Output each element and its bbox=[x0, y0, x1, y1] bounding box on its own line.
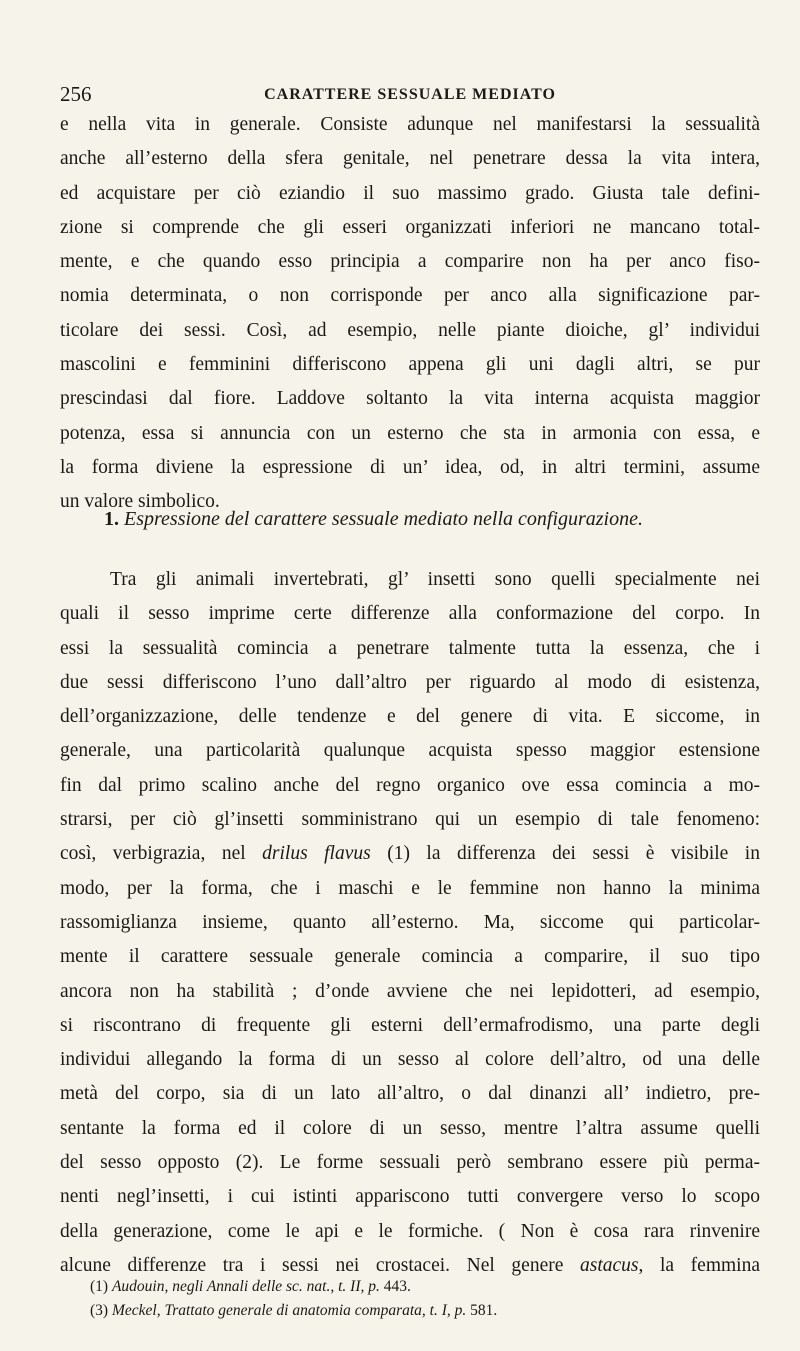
section-number: 1. bbox=[104, 508, 119, 530]
footnote-author: Meckel bbox=[111, 1302, 157, 1319]
text-line: ancora non ha stabilità ; d’onde avviene che nei lepidotteri, ad esempio, bbox=[60, 980, 760, 1002]
text-fragment: così, verbigrazia, nel bbox=[60, 843, 263, 865]
footnote-mark: (1) bbox=[90, 1278, 112, 1295]
text-line: mascolini e femminini differiscono appena gli uni dagli altri, se pur bbox=[60, 354, 760, 376]
text-fragment: alcune differenze tra i sessi nei crostacei. Nel genere bbox=[60, 1254, 580, 1276]
text-line: quali il sesso imprime certe differenze alla conformazione del corpo. In bbox=[60, 603, 760, 625]
text-line: strarsi, per ciò gl’insetti somministrano qui un esempio di tale fenomeno: bbox=[60, 809, 760, 831]
text-line: la forma diviene la espressione di un’ idea, od, in altri termini, assume bbox=[60, 456, 760, 478]
running-head: CARATTERE SESSUALE MEDIATO bbox=[264, 86, 556, 103]
text-line: ticolare dei sessi. Così, ad esempio, nelle piante dioiche, gl’ individui bbox=[60, 319, 760, 341]
text-line: potenza, essa si annuncia con un esterno che sta in armonia con essa, e bbox=[60, 422, 760, 444]
text-fragment: , la femmina bbox=[638, 1254, 760, 1276]
footnote-author: Audouin bbox=[111, 1278, 165, 1295]
text-line: ed acquistare per ciò eziandio il suo massimo grado. Giusta tale defini- bbox=[60, 182, 760, 204]
text-line: due sessi differiscono l’uno dall’altro per riguardo al modo di esistenza, bbox=[60, 671, 760, 693]
footnote bbox=[60, 1275, 760, 1299]
paragraph-2 bbox=[60, 563, 760, 1283]
footnote bbox=[60, 1299, 760, 1323]
text-line: prescindasi dal fiore. Laddove soltanto la vita interna acquista maggior bbox=[60, 388, 760, 410]
text-line: nomia determinata, o non corrisponde per anco alla significazione par- bbox=[60, 285, 760, 307]
text-line: dell’organizzazione, delle tendenze e del genere di vita. E siccome, in bbox=[60, 706, 760, 728]
text-line: nenti negl’insetti, i cui istinti appariscono tutti convergere verso lo scopo bbox=[60, 1186, 760, 1208]
text-line: della generazione, come le api e le formiche. ( Non è cosa rara rinvenire bbox=[60, 1220, 760, 1242]
footnote-source: , negli Annali delle sc. nat., t. II, p. bbox=[164, 1278, 380, 1295]
footnote-page: 443. bbox=[379, 1278, 411, 1295]
text-line: mente, e che quando esso principia a comparire non ha per anco fiso- bbox=[60, 251, 760, 273]
text-line: anche all’esterno della sfera genitale, nel penetrare dessa la vita intera, bbox=[60, 148, 760, 170]
section-title: Espressione del carattere sessuale mediato nella configurazione. bbox=[124, 508, 643, 530]
text-line: generale, una particolarità qualunque acquista spesso maggior estensione bbox=[60, 740, 760, 762]
section-heading bbox=[60, 508, 760, 531]
footnote-page: 581. bbox=[466, 1302, 498, 1319]
genus-name: astacus bbox=[580, 1254, 639, 1276]
footnote-source: , Trattato generale di anatomia comparata, t. I, p. bbox=[156, 1302, 467, 1319]
text-line: metà del corpo, sia di un lato all’altro, o dal dinanzi all’ indietro, pre- bbox=[60, 1083, 760, 1105]
text-line: mente il carattere sessuale generale comincia a comparire, il suo tipo bbox=[60, 946, 760, 968]
species-name: drilus flavus bbox=[262, 843, 371, 865]
text-line: sentante la forma ed il colore di un sesso, mentre l’altra assume quelli bbox=[60, 1117, 760, 1139]
text-line: si riscontrano di frequente gli esterni dell’ermafrodismo, una parte degli bbox=[60, 1014, 760, 1036]
text-fragment: (1) la differenza dei sessi è visibile in bbox=[370, 843, 760, 865]
text-line: modo, per la forma, che i maschi e le femmine non hanno la minima bbox=[60, 877, 760, 899]
footnotes bbox=[60, 1275, 760, 1323]
page-number: 256 bbox=[60, 82, 92, 106]
text-line: un valore simbolico. bbox=[60, 491, 220, 513]
text-line: individui allegando la forma di un sesso al colore dell’altro, od una delle bbox=[60, 1049, 760, 1071]
text-line-drilus bbox=[60, 837, 760, 871]
text-line: e nella vita in generale. Consiste adunque nel manifestarsi la sessualità bbox=[60, 114, 760, 135]
text-line: zione si comprende che gli esseri organizzati inferiori ne mancano total- bbox=[60, 216, 760, 238]
text-line: rassomiglianza insieme, quanto all’esterno. Ma, siccome qui particolar- bbox=[60, 911, 760, 933]
text-line: del sesso opposto (2). Le forme sessuali però sembrano essere più perma- bbox=[60, 1152, 760, 1174]
footnote-mark: (3) bbox=[90, 1302, 112, 1319]
paragraph-1 bbox=[60, 108, 760, 520]
text-line: essi la sessualità comincia a penetrare talmente tutta la essenza, che i bbox=[60, 637, 760, 659]
text-line: fin dal primo scalino anche del regno organico ove essa comincia a mo- bbox=[60, 774, 760, 796]
text-line: Tra gli animali invertebrati, gl’ insetti sono quelli specialmente nei bbox=[110, 569, 760, 590]
